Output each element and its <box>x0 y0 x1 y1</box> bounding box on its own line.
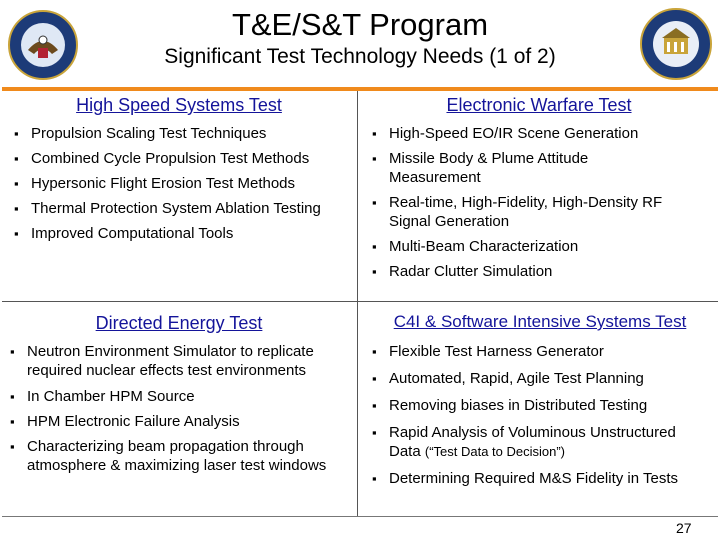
list-item: ▪ Missile Body & Plume Attitude Measurement <box>372 149 639 187</box>
list-item: ▪ Hypersonic Flight Erosion Test Methods <box>14 174 354 193</box>
high-speed-list <box>14 124 354 243</box>
c4i-list <box>372 342 712 488</box>
list-item: ▪ Multi-Beam Characterization <box>372 237 692 256</box>
list-item: ▪ Characterizing beam propagation through atmosphere & maximizing laser test windows <box>10 437 357 475</box>
slide-title: T&E/S&T Program <box>231 7 489 42</box>
list-item: ▪ Determining Required M&S Fidelity in Tests <box>372 469 689 488</box>
department-of-defense-seal <box>8 10 78 80</box>
rapid-analysis-note: (“Test Data to Decision”) <box>424 444 566 459</box>
page-number: 27 <box>676 520 692 536</box>
rapid-analysis-text: Rapid Analysis of Voluminous Unstructured Data <box>389 424 676 460</box>
list-item <box>372 423 689 461</box>
list-item: ▪ Flexible Test Harness Generator <box>372 342 712 361</box>
list-item: ▪ Automated, Rapid, Agile Test Planning <box>372 369 712 388</box>
electronic-warfare-list <box>372 124 692 281</box>
slide-subtitle: Significant Test Technology Needs (1 of 2) <box>164 45 556 68</box>
c4i-heading: C4I & Software Intensive Systems Test <box>393 312 687 331</box>
header-divider <box>2 87 718 91</box>
resource-management-seal <box>640 8 712 80</box>
horizontal-divider <box>2 301 718 302</box>
list-item: ▪ Thermal Protection System Ablation Testing <box>14 199 331 218</box>
high-speed-heading: High Speed Systems Test <box>76 95 282 115</box>
directed-energy-heading: Directed Energy Test <box>95 313 263 333</box>
list-item: ▪ Real-time, High-Fidelity, High-Density RF Signal Generation <box>372 193 693 231</box>
electronic-warfare-heading: Electronic Warfare Test <box>446 95 632 115</box>
list-item: ▪ In Chamber HPM Source <box>10 387 350 406</box>
vertical-divider-bottom <box>357 302 358 516</box>
list-item: ▪ Radar Clutter Simulation <box>372 262 692 281</box>
list-item: ▪ High-Speed EO/IR Scene Generation <box>372 124 692 143</box>
directed-energy-list <box>10 342 350 475</box>
vertical-divider-top <box>357 91 358 301</box>
footer-divider <box>2 516 718 517</box>
list-item: ▪ Combined Cycle Propulsion Test Methods <box>14 149 354 168</box>
list-item: ▪ HPM Electronic Failure Analysis <box>10 412 350 431</box>
list-item: ▪ Improved Computational Tools <box>14 224 354 243</box>
list-item: ▪ Propulsion Scaling Test Techniques <box>14 124 354 143</box>
list-item: ▪ Neutron Environment Simulator to replicate required nuclear effects test environments <box>10 342 327 380</box>
list-item: ▪ Removing biases in Distributed Testing <box>372 396 712 415</box>
